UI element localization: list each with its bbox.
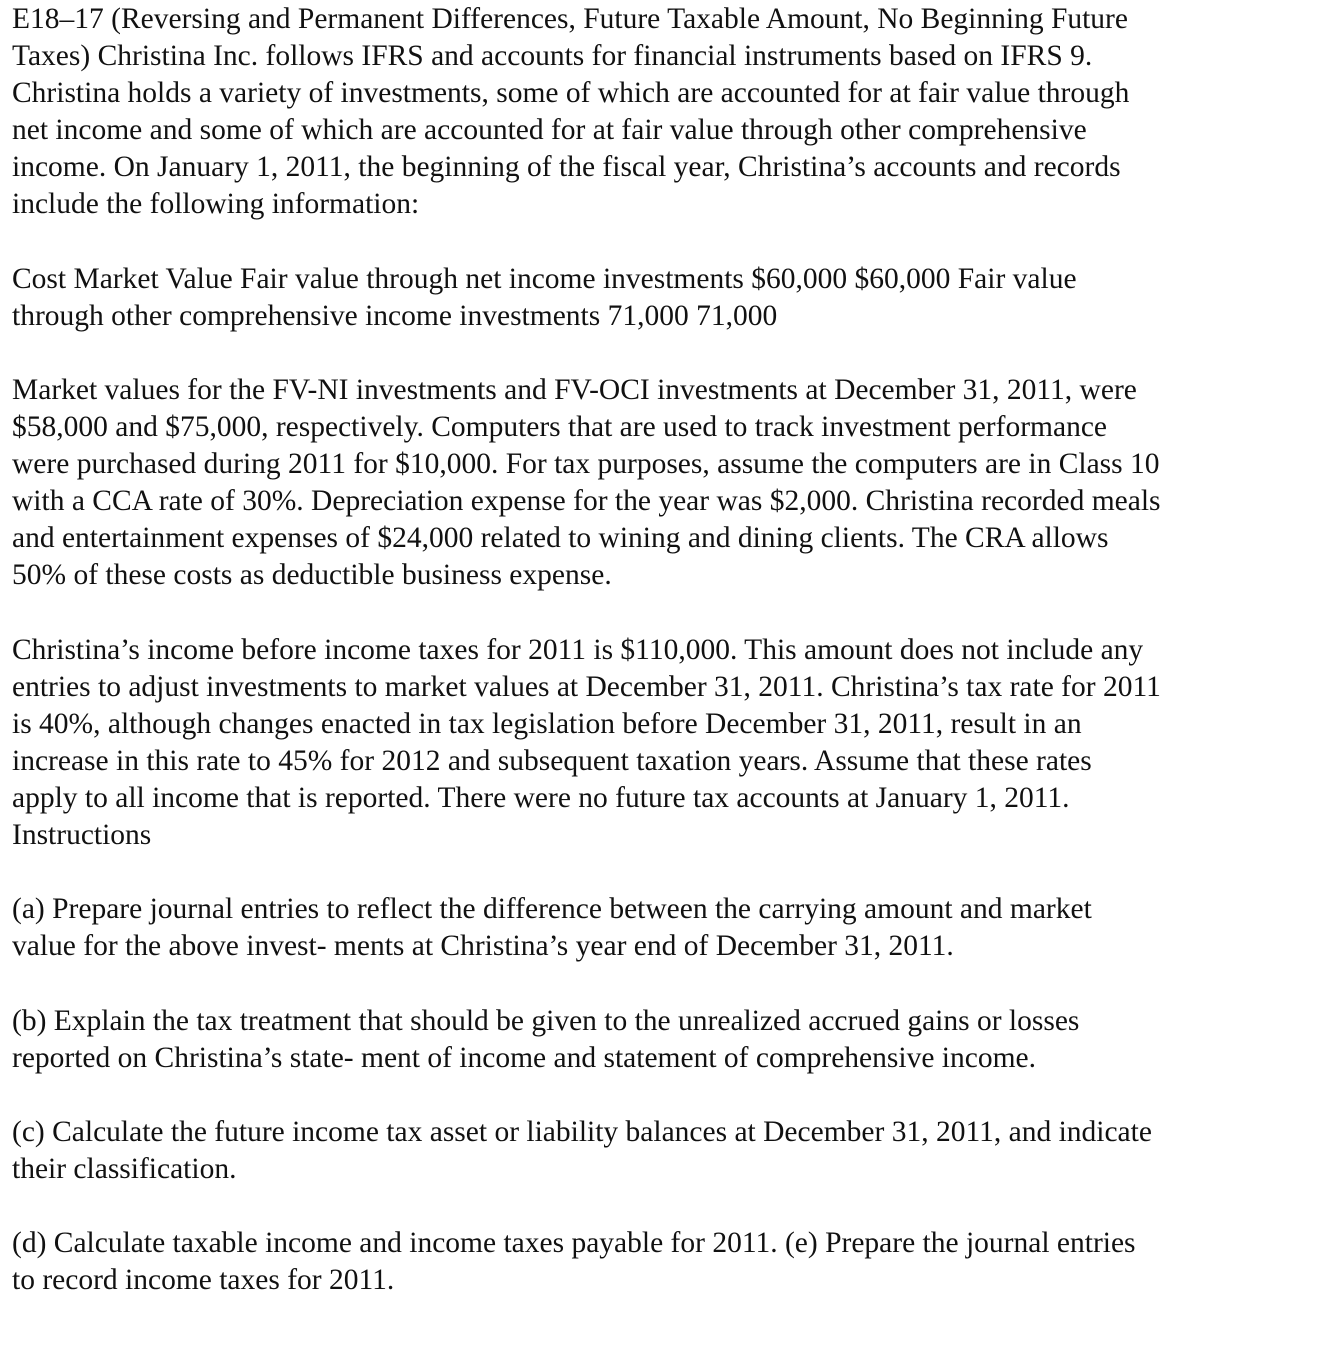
text-line: increase in this rate to 45% for 2012 and subsequent taxation years. Assume that these rates (12, 744, 1092, 777)
paragraph (12, 261, 1330, 335)
text-line: apply to all income that is reported. There were no future tax accounts at January 1, 2011. (12, 781, 1070, 814)
text-line: include the following information: (12, 188, 420, 221)
text-line: Market values for the FV-NI investments and FV-OCI investments at December 31, 2011, were (12, 373, 1137, 406)
text-line: were purchased during 2011 for $10,000. For tax purposes, assume the computers are in Class 10 (12, 448, 1160, 481)
paragraph (12, 1114, 1330, 1188)
text-line: (b) Explain the tax treatment that should be given to the unrealized accrued gains or losses (12, 1004, 1080, 1037)
text-line: their classification. (12, 1152, 237, 1185)
text-line: through other comprehensive income investments 71,000 71,000 (12, 299, 778, 332)
text-line: (d) Calculate taxable income and income taxes payable for 2011. (e) Prepare the journal entries (12, 1227, 1136, 1260)
text-line: reported on Christina’s state- ment of income and statement of comprehensive income. (12, 1041, 1037, 1074)
paragraph (12, 1003, 1330, 1077)
text-line: Christina’s income before income taxes for 2011 is $110,000. This amount does not include any (12, 633, 1144, 666)
text-line: is 40%, although changes enacted in tax legislation before December 31, 2011, result in an (12, 707, 1082, 740)
paragraph (12, 1225, 1330, 1299)
text-line: 50% of these costs as deductible business expense. (12, 559, 612, 592)
text-line: net income and some of which are accounted for at fair value through other comprehensive (12, 114, 1087, 147)
text-line: and entertainment expenses of $24,000 related to wining and dining clients. The CRA allows (12, 522, 1109, 555)
paragraph (12, 632, 1330, 855)
text-line: (c) Calculate the future income tax asset or liability balances at December 31, 2011, and indicate (12, 1115, 1152, 1148)
text-line: E18–17 (Reversing and Permanent Differences, Future Taxable Amount, No Beginning Future (12, 3, 1128, 35)
text-line: entries to adjust investments to market values at December 31, 2011. Christina’s tax rate for 2011 (12, 670, 1161, 703)
text-line: (a) Prepare journal entries to reflect the difference between the carrying amount and market (12, 893, 1092, 926)
text-line: to record income taxes for 2011. (12, 1264, 395, 1297)
text-line: value for the above invest- ments at Christina’s year end of December 31, 2011. (12, 930, 954, 963)
paragraph (12, 372, 1330, 595)
text-line: Taxes) Christina Inc. follows IFRS and accounts for financial instruments based on IFRS 9. (12, 40, 1093, 73)
text-line: with a CCA rate of 30%. Depreciation expense for the year was $2,000. Christina recorded meals (12, 485, 1161, 518)
text-line: income. On January 1, 2011, the beginning of the fiscal year, Christina’s accounts and records (12, 151, 1121, 184)
text-line: $58,000 and $75,000, respectively. Computers that are used to track investment performance (12, 411, 1108, 444)
paragraph (12, 1, 1330, 224)
text-line: Christina holds a variety of investments, some of which are accounted for at fair value through (12, 77, 1130, 110)
text-line: Cost Market Value Fair value through net income investments $60,000 $60,000 Fair value (12, 262, 1077, 295)
text-line: Instructions (12, 819, 152, 852)
paragraph (12, 891, 1330, 965)
